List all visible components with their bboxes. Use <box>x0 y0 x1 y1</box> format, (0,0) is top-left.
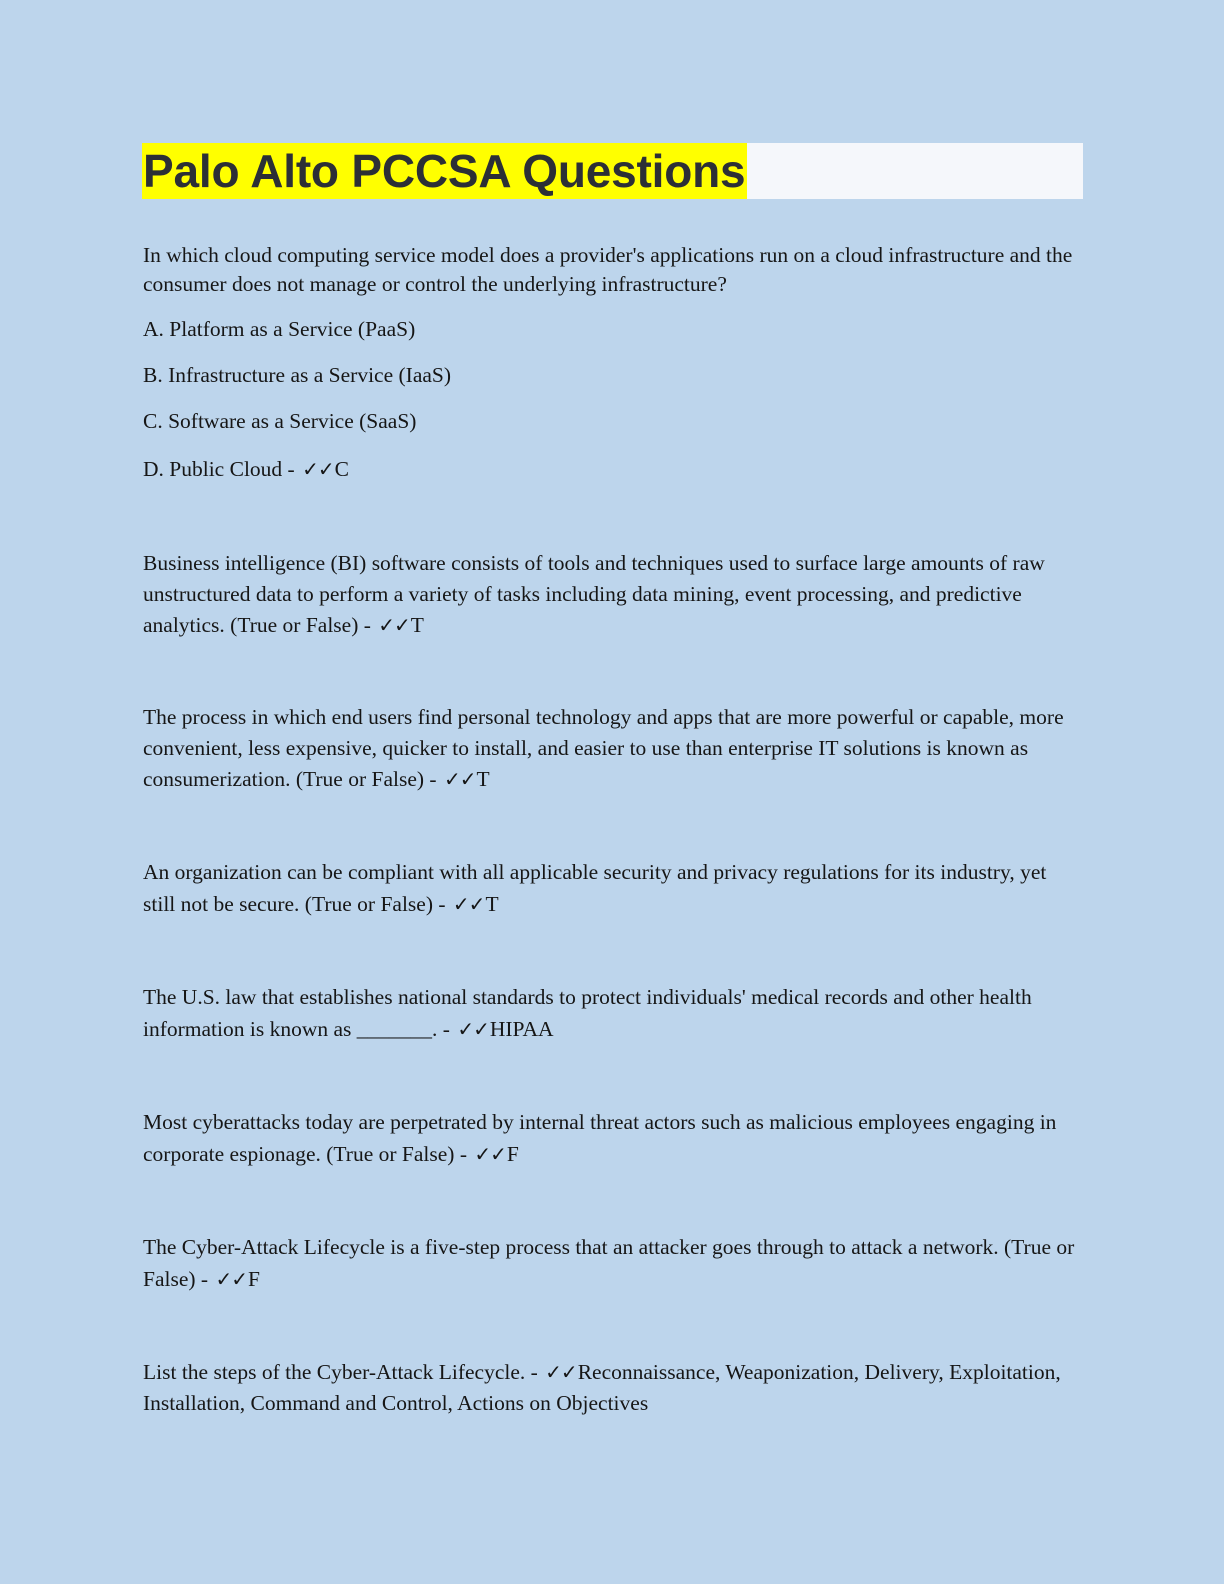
double-check-icon: ✓✓ <box>457 1017 489 1041</box>
option-a: A. Platform as a Service (PaaS) <box>143 317 416 341</box>
question-block-1 <box>143 241 1083 484</box>
option-d-label: D. Public Cloud - <box>143 457 295 481</box>
question-text <box>143 981 1083 1045</box>
question-block-5 <box>143 981 1083 1045</box>
document-title: Palo Alto PCCSA Questions <box>143 145 746 197</box>
document-page <box>143 143 1083 1415</box>
answer-text: HIPAA <box>489 1017 554 1041</box>
answer-text: Reconnaissance, Weaponization, Delivery, Exploitation, Installation, Command and Control, Actions on Objectives <box>143 1360 1061 1415</box>
double-check-icon: ✓✓ <box>215 1267 247 1291</box>
option-b: B. Infrastructure as a Service (IaaS) <box>143 363 452 387</box>
question-text <box>143 856 1083 920</box>
question-label: The Cyber-Attack Lifecycle is a five-step process that an attacker goes through to attack a network. (True or False) - <box>143 1235 1075 1291</box>
answer-text: F <box>247 1267 260 1291</box>
title-bar <box>143 143 1083 199</box>
question-text <box>143 1106 1083 1170</box>
option-d <box>143 454 1083 484</box>
question-label: Business intelligence (BI) software consists of tools and techniques used to surface large amounts of raw unstructured data to perform a variety of tasks including data mining, event processing, and predictive analytics. (True or False) - <box>143 551 1045 637</box>
double-check-icon: ✓✓ <box>474 1142 506 1166</box>
double-check-icon: ✓✓ <box>452 892 485 916</box>
double-check-icon: ✓✓ <box>378 613 410 637</box>
question-block-8 <box>143 1357 1083 1419</box>
question-block-2 <box>143 548 1083 641</box>
double-check-icon: ✓✓ <box>545 1360 577 1384</box>
question-label: Most cyberattacks today are perpetrated by internal threat actors such as malicious employees engaging in corporate espionage. (True or False) - <box>143 1110 1057 1166</box>
question-label: The U.S. law that establishes national standards to protect individuals' medical records and other health information is known as _______. - <box>143 985 1032 1041</box>
option-c: C. Software as a Service (SaaS) <box>143 409 417 433</box>
question-text <box>143 548 1083 641</box>
question-label: The process in which end users find personal technology and apps that are more powerful or capable, more convenient, less expensive, quicker to install, and easier to use than enterprise IT solutions is known as consumerization. (True or False) - <box>143 705 1064 791</box>
question-text <box>143 1231 1083 1295</box>
question-block-3 <box>143 702 1083 795</box>
double-check-icon: ✓✓ <box>302 457 334 481</box>
question-text <box>143 702 1083 795</box>
question-label: List the steps of the Cyber-Attack Lifecycle. - <box>143 1360 538 1384</box>
answer-text: T <box>476 767 490 791</box>
question-label: An organization can be compliant with all applicable security and privacy regulations for its industry, yet still not be secure. (True or False) - <box>143 860 1047 916</box>
question-block-6 <box>143 1106 1083 1170</box>
answer-text: T <box>485 892 499 916</box>
answer-text: T <box>410 613 424 637</box>
answer-text: C <box>334 457 349 481</box>
question-text: In which cloud computing service model does a provider's applications run on a cloud infrastructure and the consumer does not manage or control the underlying infrastructure? <box>143 243 1073 296</box>
answer-text: F <box>506 1142 519 1166</box>
question-block-7 <box>143 1231 1083 1295</box>
double-check-icon: ✓✓ <box>443 767 476 791</box>
question-text <box>143 1357 1083 1419</box>
question-block-4 <box>143 856 1083 920</box>
